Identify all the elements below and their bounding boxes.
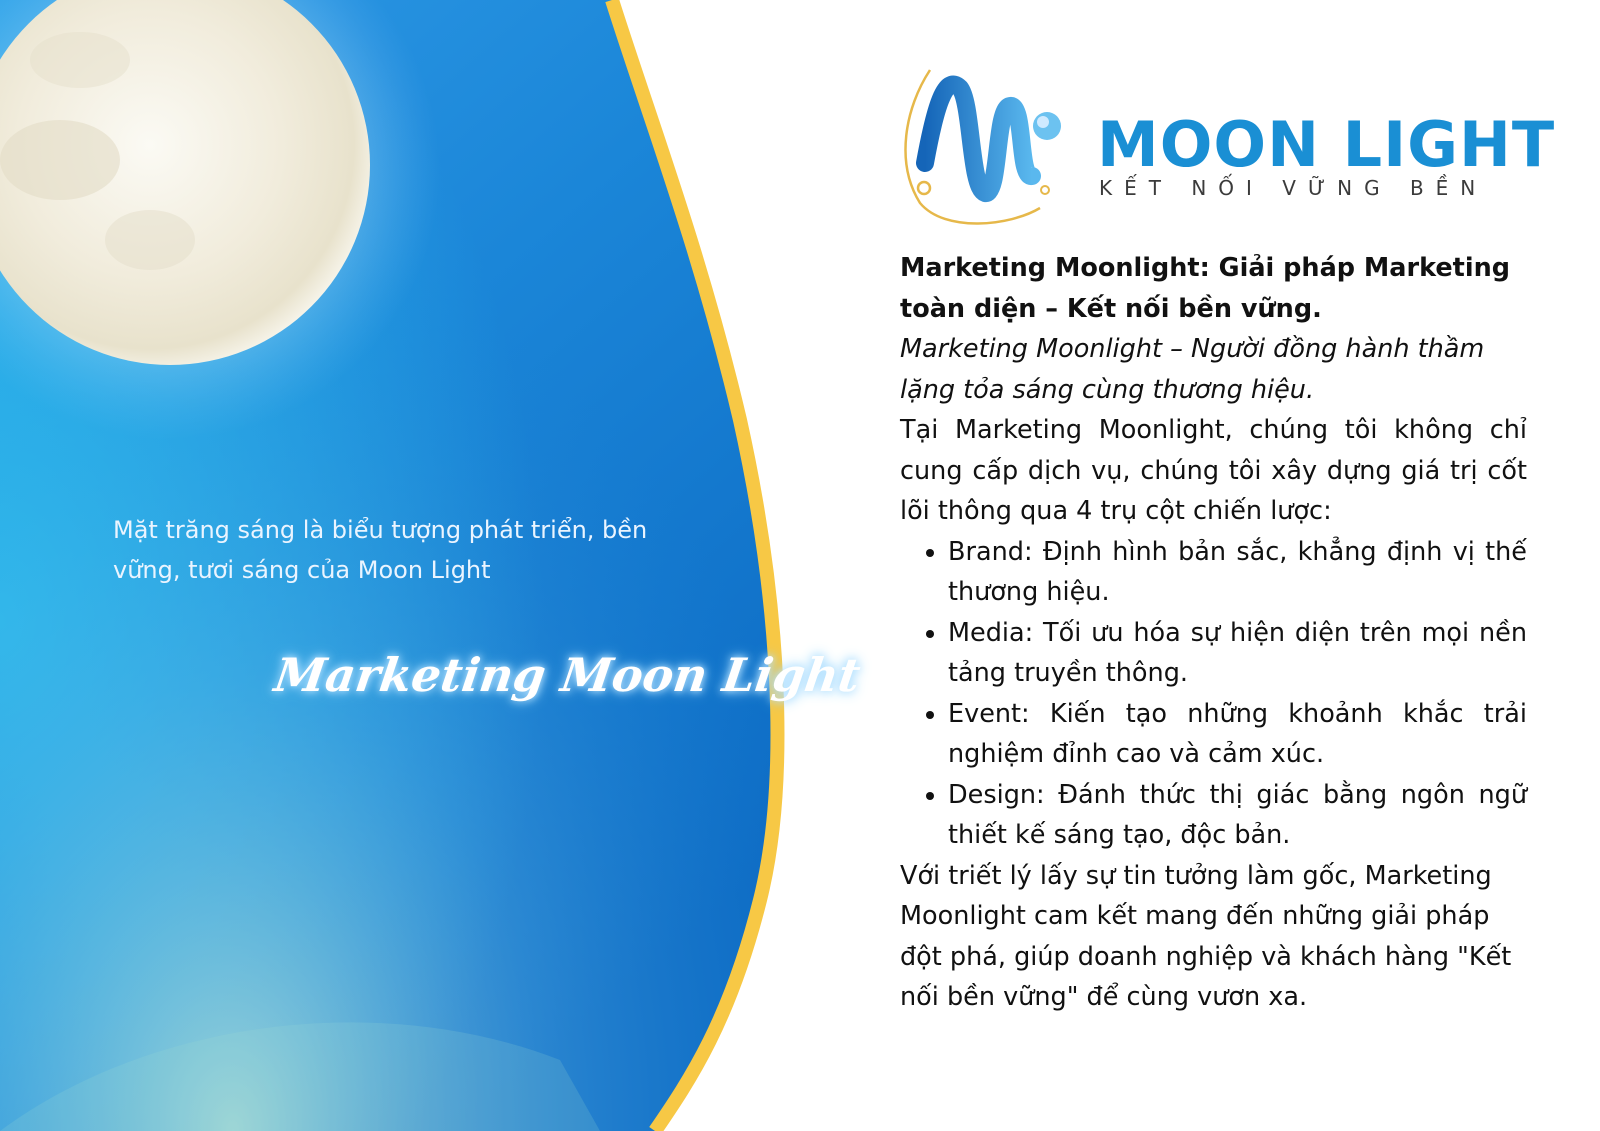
brand-logo [900,68,1556,228]
intro-paragraph: Tại Marketing Moonlight, chúng tôi không chỉ cung cấp dịch vụ, chúng tôi xây dựng giá trị cốt lõi thông qua 4 trụ cột chiến lược: [900,415,1527,526]
closing-paragraph: Với triết lý lấy sự tin tưởng làm gốc, Marketing Moonlight cam kết mang đến những giải pháp đột phá, giúp doanh nghiệp và khách hàng "Kết nối bền vững" để cùng vươn xa. [900,860,1512,1012]
headline: Marketing Moonlight: Giải pháp Marketing toàn diện – Kết nối bền vững. [900,253,1510,324]
description-text [900,248,1527,1018]
list-item: • Event: Kiến tạo những khoảnh khắc trải nghiệm đỉnh cao và cảm xúc. [948,694,1527,775]
list-item: • Design: Đánh thức thị giác bằng ngôn ngữ thiết kế sáng tạo, độc bản. [948,775,1527,856]
list-item: • Media: Tối ưu hóa sự hiện diện trên mọi nền tảng truyền thông. [948,613,1527,694]
script-title: Marketing Moon Light [271,648,864,702]
logo-name: MOON LIGHT [1097,108,1556,181]
logo-tagline: KẾT NỐI VỮNG BỀN [1099,176,1488,200]
moon-light-logo-icon [900,68,1090,228]
pillars-list [900,532,1527,856]
list-item: • Brand: Định hình bản sắc, khẳng định vị thế thương hiệu. [948,532,1527,613]
moon-caption: Mặt trăng sáng là biểu tượng phát triển, bền vững, tươi sáng của Moon Light [113,516,648,584]
tagline: Marketing Moonlight – Người đồng hành thầm lặng tỏa sáng cùng thương hiệu. [900,334,1485,405]
